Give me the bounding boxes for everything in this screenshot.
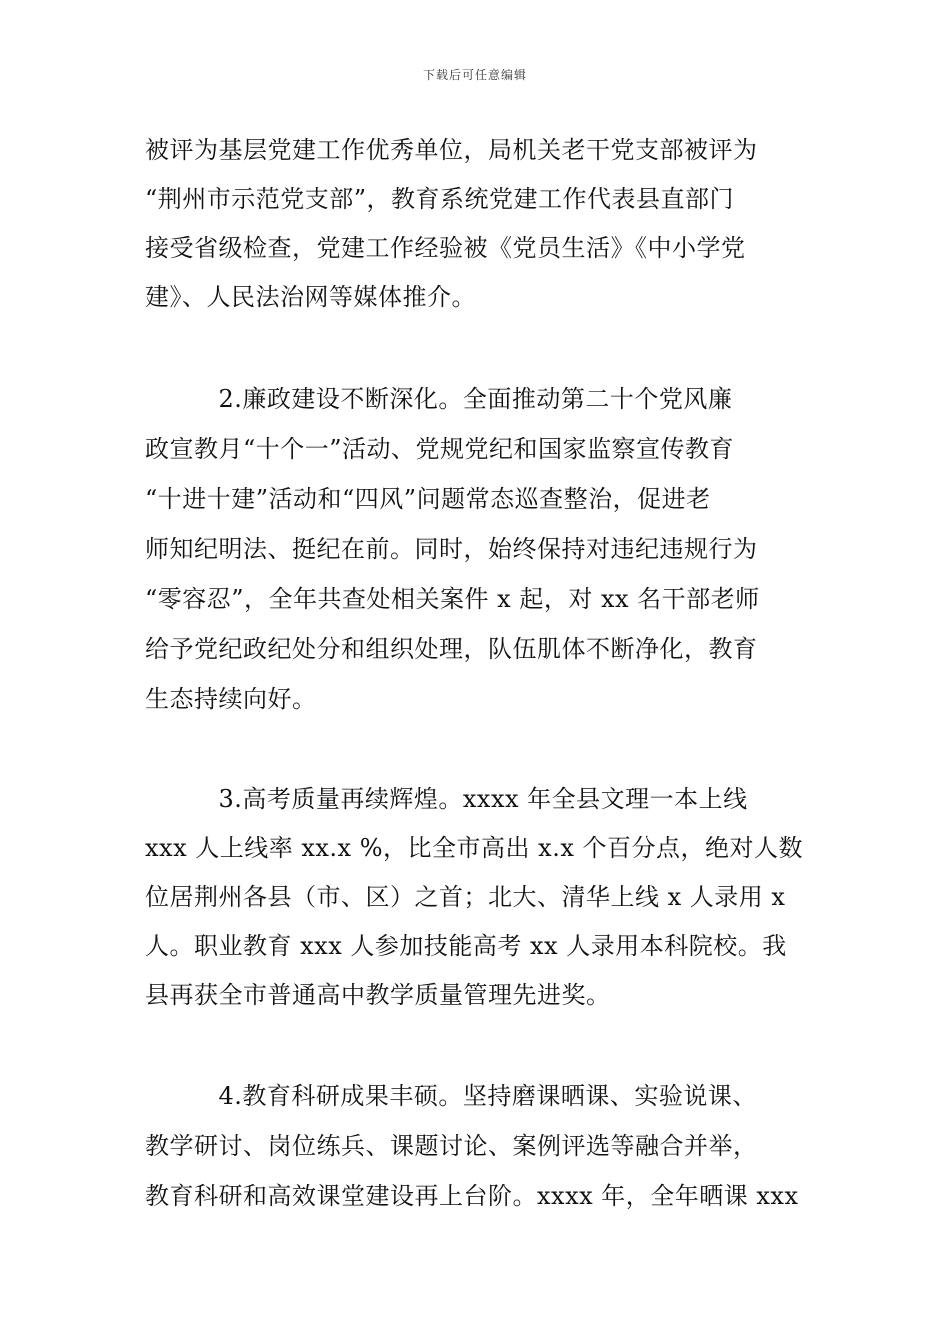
paragraph-4-line-2: 教学研讨、岗位练兵、课题讨论、案例评选等融合并举， xyxy=(145,1132,758,1160)
paragraph-4-line-3: 教育科研和高效课堂建设再上台阶。xxxx 年，全年晒课 xxx xyxy=(145,1182,799,1210)
paragraph-1-line-3: 接受省级检查，党建工作经验被《党员生活》《中小学党 xyxy=(145,234,746,262)
paragraph-2-line-2: 政宣教月“十个一”活动、党规党纪和国家监察宣传教育 xyxy=(145,435,735,463)
paragraph-4-line-1: 4.教育科研成果丰硕。坚持磨课晒课、实验说课、 xyxy=(145,1082,757,1110)
paragraph-3-line-5: 县再获全市普通高中教学质量管理先进奖。 xyxy=(145,981,611,1009)
paragraph-1-line-4: 建》、人民法治网等媒体推介。 xyxy=(145,283,476,311)
paragraph-2-line-1: 2.廉政建设不断深化。全面推动第二十个党风廉 xyxy=(145,385,733,413)
paragraph-3-line-1: 3.高考质量再续辉煌。xxxx 年全县文理一本上线 xyxy=(145,785,748,813)
paragraph-3-line-3: 位居荆州各县（市、区）之首；北大、清华上线 x 人录用 x xyxy=(145,883,786,911)
paragraph-2-line-6: 给予党纪政纪处分和组织处理，队伍肌体不断净化，教育 xyxy=(145,635,758,663)
paragraph-3-line-2: xxx 人上线率 xx.x %，比全市高出 x.x 个百分点，绝对人数 xyxy=(145,834,803,862)
paragraph-2-line-3: “十进十建”活动和“四风”问题常态巡查整治，促进老 xyxy=(145,485,711,513)
paragraph-3-line-4: 人。职业教育 xxx 人参加技能高考 xx 人录用本科院校。我 xyxy=(145,932,787,960)
page-header-note: 下载后可任意编辑 xyxy=(422,68,527,82)
paragraph-1-line-1: 被评为基层党建工作优秀单位，局机关老干党支部被评为 xyxy=(145,136,758,164)
paragraph-1-line-2: “荆州市示范党支部”，教育系统党建工作代表县直部门 xyxy=(145,185,735,213)
paragraph-2-line-7: 生态持续向好。 xyxy=(145,685,317,713)
paragraph-2-line-5: “零容忍”，全年共查处相关案件 x 起，对 xx 名干部老师 xyxy=(145,585,760,613)
paragraph-2-line-4: 师知纪明法、挺纪在前。同时，始终保持对违纪违规行为 xyxy=(145,535,758,563)
